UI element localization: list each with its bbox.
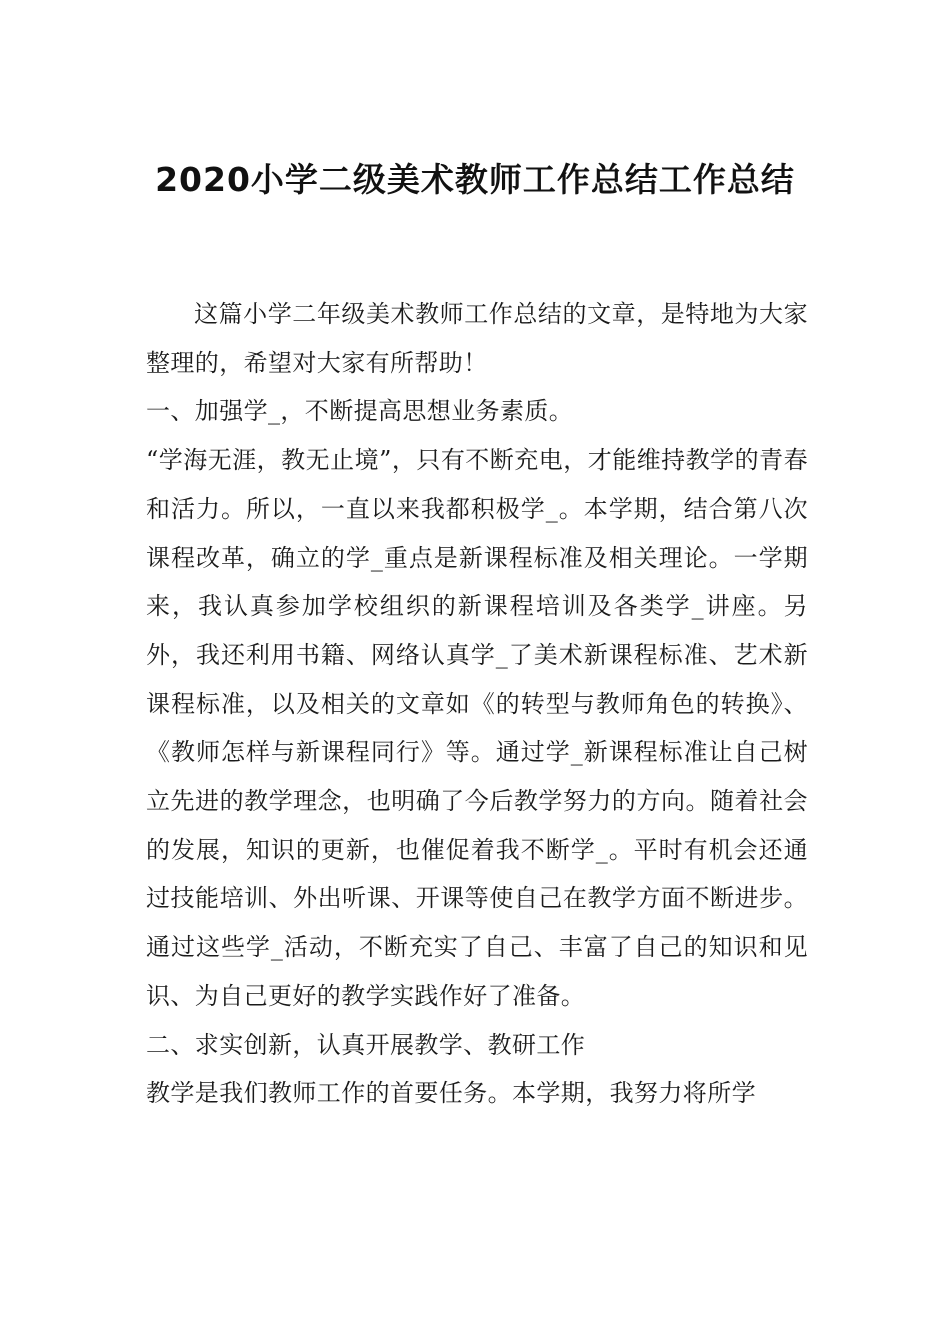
- section-heading-2: 二、求实创新，认真开展教学、教研工作: [146, 1030, 586, 1059]
- document-body: [146, 290, 808, 1118]
- body-paragraph-1: “学海无涯，教无止境”，只有不断充电，才能维持教学的青春和活力。所以，一直以来我都积极学_。本学期，结合第八次课程改革，确立的学_重点是新课程标准及相关理论。一学期来，我认真参加学校组织的新课程培训及各类学_讲座。另外，我还利用书籍、网络认真学_了美术新课程标准、艺术新课程标准，以及相关的文章如《的转型与教师角色的转换》、《教师怎样与新课程同行》等。通过学_新课程标准让自己树立先进的教学理念，也明确了今后教学努力的方向。随着社会的发展，知识的更新，也催促着我不断学_。平时有机会还通过技能培训、外出听课、开课等使自己在教学方面不断进步。通过这些学_活动，不断充实了自己、丰富了自己的知识和见识、为自己更好的教学实践作好了准备。: [146, 446, 808, 1010]
- body-paragraph-2: 教学是我们教师工作的首要任务。本学期，我努力将所学: [146, 1079, 756, 1108]
- section-heading-1: 一、加强学_，不断提高思想业务素质。: [146, 397, 574, 426]
- intro-paragraph: 这篇小学二年级美术教师工作总结的文章，是特地为大家整理的，希望对大家有所帮助！: [146, 300, 808, 377]
- document-title: 2020小学二级美术教师工作总结工作总结: [155, 160, 795, 199]
